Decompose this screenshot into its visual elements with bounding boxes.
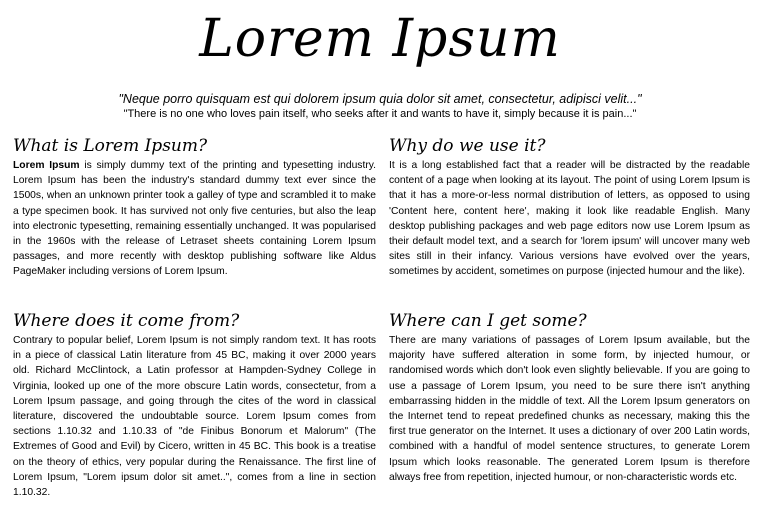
section-heading: Where does it come from? [13,311,240,331]
section-what-is-lorem-ipsum [13,135,376,280]
section-why-use-it [389,135,750,280]
page-title: Lorem Ipsum [199,9,561,69]
section-body [13,158,376,280]
section-where-can-i-get-some [389,310,750,485]
lead-term: Lorem Ipsum [13,160,80,171]
section-body-text: is simply dummy text of the printing and typesetting industry. Lorem Ipsum has been the industry's standard dummy text ever since the 1500s, when an unknown printer took a galley of type and scrambled it to make a type specimen book. It has survived not only five centuries, but also the leap into electronic typesetting, remaining essentially unchanged. It was popularised in the 1960s with the release of Letraset sheets containing Lorem Ipsum passages, and more recently with desktop publishing software like Aldus PageMaker including versions of Lorem Ipsum. [13,160,376,278]
section-body: It is a long established fact that a reader will be distracted by the readable content of a page when looking at its layout. The point of using Lorem Ipsum is that it has a more-or-less normal distribution of letters, as opposed to using 'Content here, content here', making it look like readable English. Many desktop publishing packages and web page editors now use Lorem Ipsum as their default model text, and a search for 'lorem ipsum' will uncover many web sites still in their infancy. Various versions have evolved over the years, sometimes by accident, sometimes on purpose (injected humour and the like). [389,160,750,278]
section-body: Contrary to popular belief, Lorem Ipsum is not simply random text. It has roots in a piece of classical Latin literature from 45 BC, making it over 2000 years old. Richard McClintock, a Latin professor at Hampden-Sydney College in Virginia, looked up one of the more obscure Latin words, consectetur, from a Lorem Ipsum passage, and going through the cites of the word in classical literature, discovered the undoubtable source. Lorem Ipsum comes from sections 1.10.32 and 1.10.33 of "de Finibus Bonorum et Malorum" (The Extremes of Good and Evil) by Cicero, written in 45 BC. This book is a treatise on the theory of ethics, very popular during the Renaissance. The first line of Lorem Ipsum, "Lorem ipsum dolor sit amet..", comes from a line in section 1.10.32. [13,335,376,499]
latin-quote: "Neque porro quisquam est qui dolorem ipsum quia dolor sit amet, consectetur, adipisci velit..." [118,92,642,106]
section-heading: Where can I get some? [389,311,587,331]
section-body: There are many variations of passages of Lorem Ipsum available, but the majority have suffered alteration in some form, by injected humour, or randomised words which don't look even slightly believable. If you are going to use a passage of Lorem Ipsum, you need to be sure there isn't anything embarrassing hidden in the middle of text. All the Lorem Ipsum generators on the Internet tend to repeat predefined chunks as necessary, making this the first true generator on the Internet. It uses a dictionary of over 200 Latin words, combined with a handful of model sentence structures, to generate Lorem Ipsum which looks reasonable. The generated Lorem Ipsum is therefore always free from repetition, injected humour, or non-characteristic words etc. [389,335,750,483]
section-where-does-it-come-from [13,310,376,500]
section-heading: Why do we use it? [389,136,546,156]
section-heading: What is Lorem Ipsum? [13,136,208,156]
quote-translation: "There is no one who loves pain itself, who seeks after it and wants to have it, simply because it is pain..." [123,108,637,120]
